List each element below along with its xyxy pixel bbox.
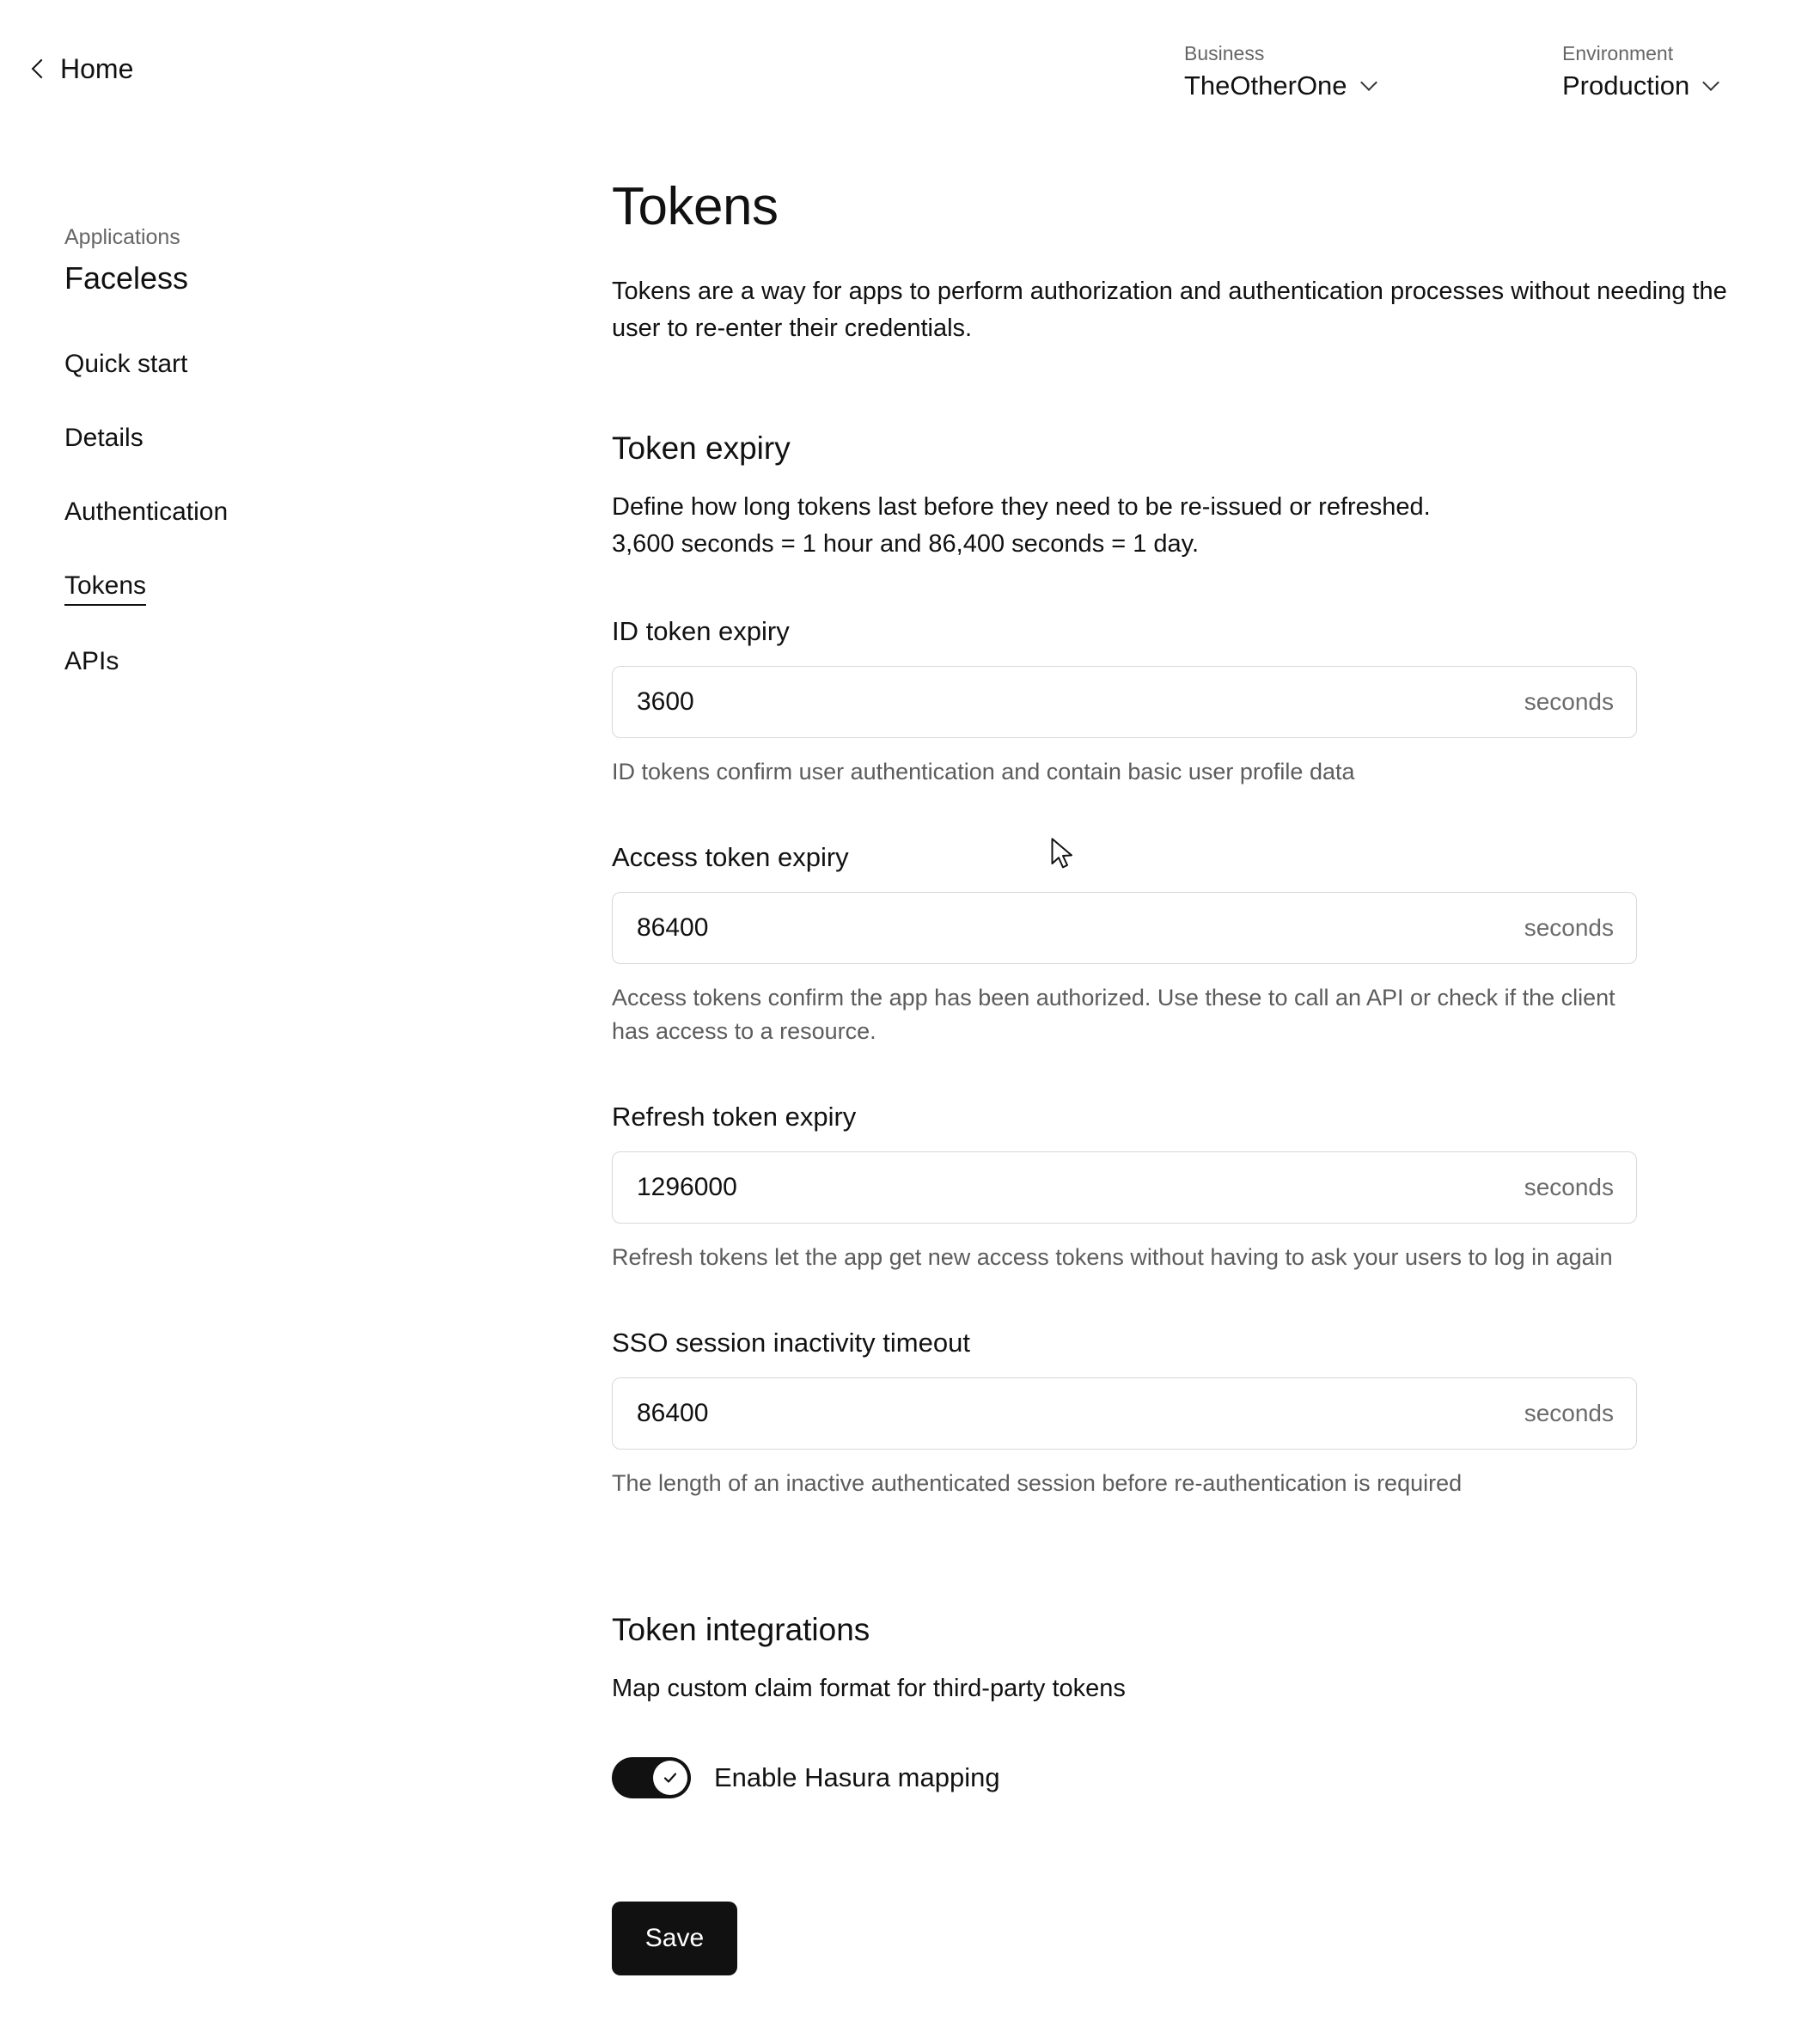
token-integrations-heading: Token integrations: [612, 1612, 870, 1648]
home-label: Home: [60, 53, 134, 84]
field-id-token-expiry: [612, 616, 1755, 789]
page-description: Tokens are a way for apps to perform authorization and authentication processes without needing the user to re-enter their credentials.: [612, 278, 1727, 342]
field-refresh-token-expiry: [612, 1102, 1755, 1274]
environment-selector[interactable]: [1562, 41, 1820, 101]
field-label: SSO session inactivity timeout: [612, 1328, 970, 1358]
access-token-expiry-input[interactable]: [613, 893, 1386, 963]
chevron-left-icon: [32, 59, 52, 79]
sidebar-item-quick-start[interactable]: Quick start: [64, 350, 188, 378]
sidebar-item-details[interactable]: Details: [64, 424, 144, 452]
business-selector-value: TheOtherOne: [1184, 70, 1347, 101]
id-token-expiry-input[interactable]: [613, 667, 1386, 737]
input-suffix: seconds: [1524, 687, 1614, 715]
environment-selector-value: Production: [1562, 70, 1690, 101]
id-token-expiry-input-wrap[interactable]: [612, 666, 1637, 738]
input-suffix: seconds: [1524, 913, 1614, 941]
field-label: ID token expiry: [612, 615, 790, 646]
field-label: Access token expiry: [612, 841, 849, 872]
save-button[interactable]: Save: [612, 1902, 737, 1975]
sidebar-item-apis[interactable]: APIs: [64, 647, 119, 675]
hasura-mapping-row: [612, 1757, 1755, 1798]
field-access-token-expiry: [612, 842, 1755, 1048]
field-help-text: Refresh tokens let the app get new access tokens without having to ask your users to log in again: [612, 1244, 1613, 1271]
sidebar-item-authentication[interactable]: Authentication: [64, 498, 229, 526]
token-expiry-description-line1: Define how long tokens last before they need to be re-issued or refreshed.: [612, 492, 1431, 521]
refresh-token-expiry-input[interactable]: [613, 1152, 1386, 1223]
top-bar: [0, 0, 1820, 137]
token-expiry-description-line2: 3,600 seconds = 1 hour and 86,400 seconds = 1 day.: [612, 529, 1200, 558]
check-icon: [661, 1768, 680, 1787]
sso-session-timeout-input-wrap[interactable]: [612, 1377, 1637, 1450]
sidebar-kicker: Applications: [64, 225, 180, 249]
field-label: Refresh token expiry: [612, 1102, 857, 1132]
main-content: [612, 176, 1755, 1975]
context-selectors: [1184, 41, 1820, 101]
sidebar-nav: [64, 350, 494, 424]
environment-selector-label: Environment: [1562, 42, 1674, 64]
refresh-token-expiry-input-wrap[interactable]: [612, 1151, 1637, 1224]
home-back-link[interactable]: [34, 53, 133, 85]
token-expiry-heading: Token expiry: [612, 430, 791, 466]
sso-session-timeout-input[interactable]: [613, 1378, 1386, 1449]
sidebar-item-tokens[interactable]: Tokens: [64, 571, 146, 606]
field-help-text: Access tokens confirm the app has been authorized. Use these to call an API or check if the client has access to a resource.: [612, 984, 1615, 1044]
sidebar-app-name: Faceless: [64, 260, 189, 296]
chevron-down-icon: [1702, 74, 1719, 91]
field-help-text: The length of an inactive authenticated session before re-authentication is required: [612, 1470, 1463, 1497]
field-sso-session-inactivity-timeout: [612, 1328, 1755, 1500]
enable-hasura-mapping-toggle[interactable]: [612, 1757, 691, 1798]
sidebar: [64, 225, 494, 721]
business-selector[interactable]: [1184, 41, 1468, 101]
input-suffix: seconds: [1524, 1400, 1614, 1427]
enable-hasura-mapping-label: Enable Hasura mapping: [714, 1762, 1000, 1793]
business-selector-value-row[interactable]: [1184, 70, 1468, 101]
toggle-knob: [653, 1761, 687, 1795]
chevron-down-icon: [1360, 74, 1377, 91]
field-help-text: ID tokens confirm user authentication and contain basic user profile data: [612, 758, 1355, 785]
input-suffix: seconds: [1524, 1174, 1614, 1201]
access-token-expiry-input-wrap[interactable]: [612, 892, 1637, 964]
token-integrations-description: Map custom claim format for third-party tokens: [612, 1675, 1126, 1703]
page-title: Tokens: [612, 177, 779, 236]
business-selector-label: Business: [1184, 42, 1265, 64]
environment-selector-value-row[interactable]: [1562, 70, 1820, 101]
